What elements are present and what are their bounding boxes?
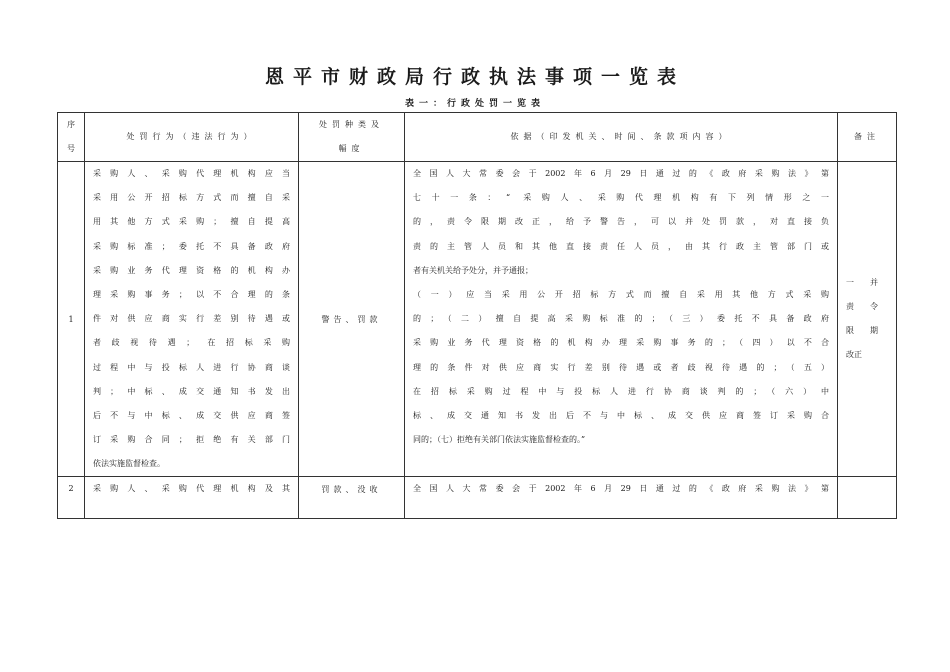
behavior-line: 判；中标、成交通知书发出 (93, 386, 290, 396)
basis-line: （一）应当采用公开招标方式而擅自采用其他方式采购 (413, 289, 829, 299)
penalty-table (57, 112, 897, 519)
table-header-row (58, 113, 897, 162)
basis-line: 采购业务代理资格的机构办理采购事务的；（四）以不合 (413, 338, 829, 348)
behavior-line: 理采购事务；以不合理的条 (93, 289, 290, 299)
behavior-line: 依法实施监督检查。 (93, 459, 165, 469)
row-seq: 1 (58, 162, 85, 477)
behavior-line: 件对供应商实行差别待遇或 (93, 314, 290, 324)
table-subtitle: 表一：行政处罚一览表 (404, 99, 545, 109)
note-line: 责 令 (846, 302, 878, 312)
row-behavior (85, 477, 299, 519)
basis-line: 的；（二）擅自提高采购标准的；（三）委托不具备政府 (413, 314, 829, 324)
row-note (838, 162, 897, 477)
header-seq-top: 序 (67, 120, 75, 129)
behavior-line: 采购标准；委托不具备政府 (93, 241, 290, 251)
row-behavior (85, 162, 299, 477)
basis-line: 在招标采购过程中与投标人进行协商谈判的；（六）中 (413, 386, 829, 396)
table-row (58, 162, 897, 477)
behavior-line: 采用公开招标方式而擅自采 (93, 193, 290, 203)
behavior-line: 采购业务代理资格的机构办 (93, 265, 290, 275)
row-basis (405, 477, 838, 519)
row-note (838, 477, 897, 519)
header-seq (58, 113, 85, 162)
table-row (58, 477, 897, 519)
document-title: 恩平市财政局行政执法事项一览表 (264, 66, 685, 88)
behavior-line: 用其他方式采购；擅自提高 (93, 217, 290, 227)
header-penalty (299, 113, 405, 162)
row-penalty: 警告、罚款 (299, 162, 405, 477)
basis-line: 全国人大常委会于2002年6月29日通过的《政府采购法》第 (413, 169, 829, 178)
basis-line: 理的条件对供应商实行差别待遇或者歧视待遇的；（五） (413, 362, 829, 372)
behavior-line: 过程中与投标人进行协商谈 (93, 362, 290, 372)
row-seq: 2 (58, 477, 85, 519)
header-behavior: 处罚行为（违法行为） (85, 113, 299, 162)
behavior-line: 后不与中标、成交供应商签 (93, 410, 290, 420)
note-line: 一 并 (846, 278, 878, 288)
basis-line: 的，责令限期改正，给予警告，可以并处罚款，对直接负 (413, 217, 829, 227)
header-basis: 依据（印发机关、时间、条款项内容） (405, 113, 838, 162)
behavior-line: 订采购合同；拒绝有关部门 (93, 435, 290, 445)
basis-line: 七十一条：“ 采购人、采购代理机构有下列情形之一 (413, 193, 829, 203)
header-note: 备注 (838, 113, 897, 162)
basis-line: 者有关机关给予处分，并予通报； (413, 265, 533, 275)
note-line: 改正 (846, 350, 862, 360)
row-penalty: 罚款、没收 (299, 477, 405, 519)
header-seq-bottom: 号 (67, 144, 75, 153)
basis-line: 责的主管人员和其他直接责任人员，由其行政主管部门或 (413, 241, 829, 251)
basis-line: 同的；（七）拒绝有关部门依法实施监督检查的。” (413, 435, 586, 445)
behavior-line: 采购人、采购代理机构应当 (93, 169, 290, 178)
note-line: 限 期 (846, 326, 878, 336)
row-basis (405, 162, 838, 477)
header-penalty-line2: 幅度 (338, 144, 365, 153)
header-penalty-line1: 处罚种类及 (319, 120, 384, 129)
behavior-line: 采购人、采购代理机构及其 (93, 484, 290, 494)
behavior-line: 者歧视待遇； 在招标采购 (93, 338, 290, 348)
basis-line: 标、成交通知书发出后不与中标、成交供应商签订采购合 (413, 410, 829, 420)
basis-line: 全国人大常委会于2002年6月29日通过的《政府采购法》第 (413, 484, 829, 494)
